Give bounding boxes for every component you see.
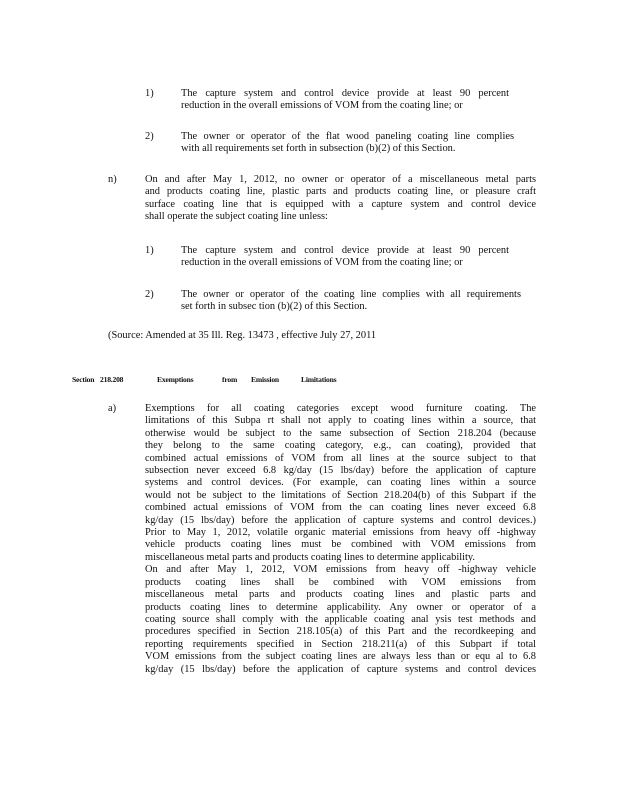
- text-line: would not be subject to the limitations of Section 218.204(b) of this Subpart if the: [145, 489, 536, 501]
- text-line: subsection never exceed 6.8 kg/day (15 lbs/day) before the application of capture: [145, 465, 536, 477]
- paragraph-text: [145, 174, 536, 224]
- text-line: products coating lines to determine applicability. Any owner or operator of a: [145, 601, 536, 613]
- text-line: with all requirements set forth in subsection (b)(2) of this Section.: [181, 143, 456, 155]
- section-title-word: Exemptions: [157, 375, 194, 384]
- paragraph-text: [145, 403, 536, 676]
- item-text: [181, 289, 521, 314]
- text-line: miscellaneous metal parts and products coating lines to determine applicability.: [145, 551, 475, 563]
- text-line: combined actual emissions of VOM from all lines at the source subject to that: [145, 452, 536, 464]
- section-title-word: Emission: [251, 375, 279, 384]
- paragraph-marker: a): [108, 403, 117, 414]
- text-line: The capture system and control device provide at least 90 percent: [181, 88, 509, 99]
- text-line: Exemptions for all coating categories except wood furniture coating. The: [145, 403, 536, 414]
- text-line: coating source shall comply with the applicable coating anal ysis test methods and: [145, 613, 536, 625]
- paragraph-marker: n): [108, 174, 117, 185]
- text-line: reduction in the overall emissions of VOM from the coating line; or: [181, 257, 463, 269]
- item-text: [181, 131, 514, 156]
- text-line: and products coating line, plastic parts and products coating line, or pleasure craft: [145, 186, 536, 198]
- text-line: The owner or operator of the coating line complies with all requirements: [181, 289, 521, 300]
- text-line: On and after May 1, 2012, no owner or operator of a miscellaneous metal parts: [145, 174, 536, 185]
- source-note: [108, 330, 376, 342]
- text-line: kg/day (15 lbs/day) before the application of capture systems and control devices.): [145, 514, 536, 526]
- text-line: On and after May 1, 2012, VOM emissions from heavy off -highway vehicle: [145, 564, 536, 576]
- text-line: systems and control devices. (For example, can coating lines within a source: [145, 477, 536, 489]
- text-line: they belong to the same coating category, e.g., can coating), provided that: [145, 440, 536, 452]
- text-line: set forth in subsec tion (b)(2) of this Section.: [181, 301, 368, 313]
- text-line: reduction in the overall emissions of VOM from the coating line; or: [181, 100, 463, 112]
- section-title-word: Limitations: [301, 375, 337, 384]
- text-line: combined actual emissions of VOM from the can coating lines never exceed 6.8: [145, 502, 536, 514]
- text-line: The owner or operator of the flat wood paneling coating line complies: [181, 131, 514, 142]
- text-line: vehicle products coating lines must be combined with VOM emissions from: [145, 539, 536, 551]
- text-line: kg/day (15 lbs/day) before the application of capture systems and control devices: [145, 663, 536, 675]
- text-line: miscellaneous metal parts and products coating lines and plastic parts and: [145, 589, 536, 601]
- section-number: 218.208: [100, 375, 124, 384]
- section-label: Section: [72, 375, 95, 384]
- text-line: products coating lines shall be combined with VOM emissions from: [145, 576, 536, 588]
- section-title-word: from: [222, 375, 238, 384]
- text-line: surface coating line that is equipped with a capture system and control device: [145, 198, 536, 210]
- source-note-text: (Source: Amended at 35 Ill. Reg. 13473 , effective July 27, 2011: [108, 330, 377, 341]
- text-line: VOM emissions from the subject coating lines are always less than or equ al to 6.8: [145, 651, 536, 663]
- item-marker: 1): [145, 245, 154, 256]
- text-line: limitations of this Subpa rt shall not apply to coating lines within a source, that: [145, 415, 536, 427]
- text-line: shall operate the subject coating line unless:: [145, 211, 328, 223]
- text-line: procedures specified in Section 218.105(a) of this Part and the recordkeeping and: [145, 626, 536, 638]
- text-line: The capture system and control device provide at least 90 percent: [181, 245, 509, 256]
- item-text: [181, 245, 509, 270]
- text-line: otherwise would be subject to the same subsection of Section 218.204 (because: [145, 427, 536, 439]
- text-line: reporting requirements specified in Section 218.211(a) of this Subpart if total: [145, 638, 536, 650]
- item-marker: 2): [145, 131, 154, 142]
- text-line: Prior to May 1, 2012, volatile organic material emissions from heavy off -highway: [145, 527, 536, 539]
- item-marker: 1): [145, 88, 154, 99]
- item-marker: 2): [145, 289, 154, 300]
- item-text: [181, 88, 509, 113]
